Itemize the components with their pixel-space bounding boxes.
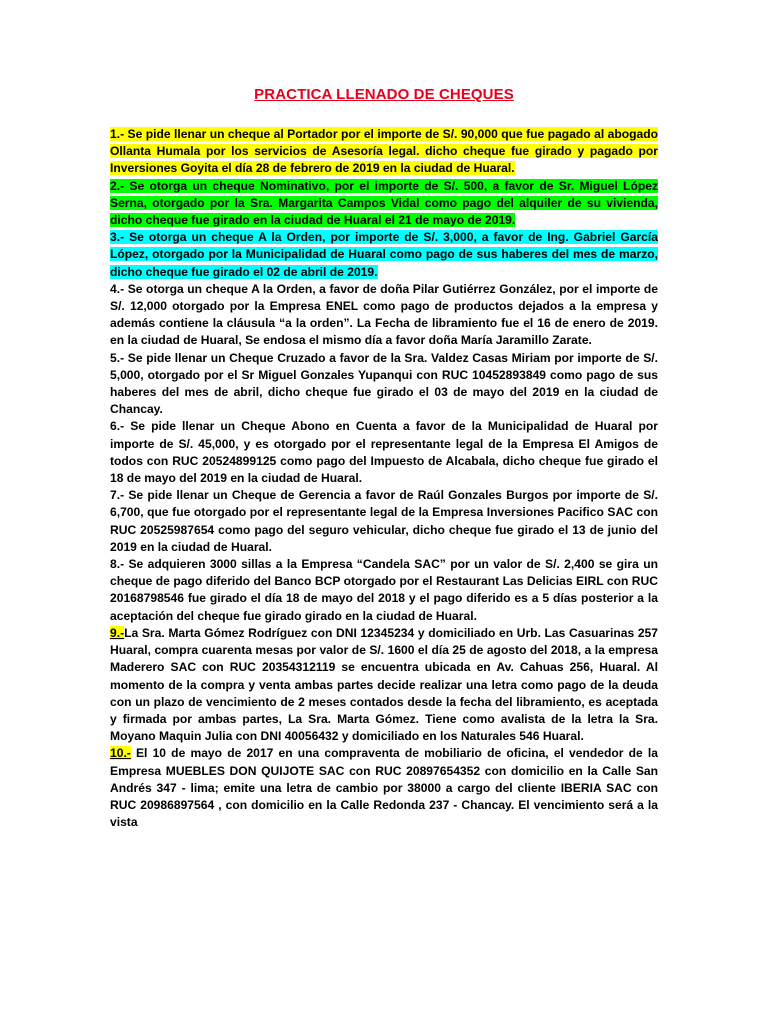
exercise-9 [110, 625, 658, 745]
exercise-10 [110, 745, 658, 831]
exercise-4: 4.- Se otorga un cheque A la Orden, a favor de doña Pilar Gutiérrez González, por el importe de S/. 12,000 otorgado por la Empresa ENEL como pago de productos dejados a la empresa y además contiene la cláusula “a la orden”. La Fecha de libramiento fue el 16 de enero de 2019. en la ciudad de Huaral, Se endosa el mismo día a favor doña María Jaramillo Zarate. [110, 281, 658, 348]
exercise-10-number: 10.- [110, 746, 131, 761]
exercise-2 [110, 178, 658, 230]
exercise-3-text: 3.- Se otorga un cheque A la Orden, por importe de S/. 3,000, a favor de Ing. Gabriel García López, otorgado por la Municipalidad de Huaral como pago de sus haberes del mes de marzo, dicho cheque fue girado el 02 de abril de 2019. [110, 230, 658, 279]
exercise-7: 7.- Se pide llenar un Cheque de Gerencia a favor de Raúl Gonzales Burgos por importe de S/. 6,700, que fue otorgado por el representante legal de la Empresa Inversiones Pacifico SAC con RUC 20525987654 como pago del seguro vehicular, dicho cheque fue girado el 13 de junio del 2019 en la ciudad de Huaral. [110, 488, 658, 554]
exercise-8: 8.- Se adquieren 3000 sillas a la Empresa “Candela SAC” por un valor de S/. 2,400 se gira un cheque de pago diferido del Banco BCP otorgado por el Restaurant Las Delicias EIRL con RUC 20168798546 fue girado el día 18 de mayo del 2018 y el pago diferido es a 5 días posterior a la aceptación del cheque fue girado girado en la ciudad de Huaral. [110, 557, 658, 623]
exercise-2-text: 2.- Se otorga un cheque Nominativo, por el importe de S/. 500, a favor de Sr. Miguel López Serna, otorgado por la Sra. Margarita Campos Vidal como pago del alquiler de su vivienda, dicho cheque fue girado en la ciudad de Huaral el 21 de mayo de 2019. [110, 178, 658, 228]
document-title: PRACTICA LLENADO DE CHEQUES [254, 86, 514, 103]
exercise-1-text: 1.- Se pide llenar un cheque al Portador por el importe de S/. 90,000 que fue pagado al abogado Ollanta Humala por los servicios de Asesoría legal. dicho cheque fue girado y pagado por Inversiones Goyita el día 28 de febrero de 2019 en la ciudad de Huaral. [110, 127, 658, 176]
exercise-6: 6.- Se pide llenar un Cheque Abono en Cuenta a favor de la Municipalidad de Huaral por importe de S/. 45,000, y es otorgado por el representante legal de la Empresa El Amigos de todos con RUC 20524899125 como pago del Impuesto de Alcabala, dicho cheque fue girado el 18 de mayo del 2019 en la ciudad de Huaral. [110, 419, 658, 486]
exercise-9-number: 9.- [110, 625, 125, 640]
exercise-10-text: El 10 de mayo de 2017 en una compraventa de mobiliario de oficina, el vendedor de la Empresa MUEBLES DON QUIJOTE SAC con RUC 20897654352 con domicilio en la Calle San Andrés 347 - lima; emite una letra de cambio por 38000 a cargo del cliente IBERIA SAC con RUC 20986897564 , con domicilio en la Calle Redonda 237 - Chancay. El vencimiento será a la vista [110, 746, 658, 830]
exercise-9-text: La Sra. Marta Gómez Rodríguez con DNI 12345234 y domiciliado en Urb. Las Casuarinas 257 Huaral, compra cuarenta mesas por valor de S/. 1600 el día 25 de agosto del 2018, a la empresa Maderero SAC con RUC 20354312119 se encuentra ubicada en Av. Cahuas 256, Huaral. Al momento de la compra y venta ambas partes decide realizar una letra como pago de la deuda con un plazo de vencimiento de 2 meses contados desde la fecha del libramiento, es aceptada y firmada por ambas partes, La Sra. Marta Gómez. Tiene como avalista de la letra la Sra. Moyano Maquin Julia con DNI 40056432 y domiciliado en los Naturales 546 Huaral. [110, 625, 658, 744]
document-page [110, 86, 658, 831]
exercise-1 [110, 126, 658, 178]
exercise-3 [110, 229, 658, 281]
exercise-5: 5.- Se pide llenar un Cheque Cruzado a favor de la Sra. Valdez Casas Miriam por importe de S/. 5,000, otorgado por el Sr Miguel Gonzales Yupanqui con RUC 10452893849 como pago de sus haberes del mes de abril, dicho cheque fue girado el 03 de mayo del 2019 en la ciudad de Chancay. [110, 350, 658, 417]
